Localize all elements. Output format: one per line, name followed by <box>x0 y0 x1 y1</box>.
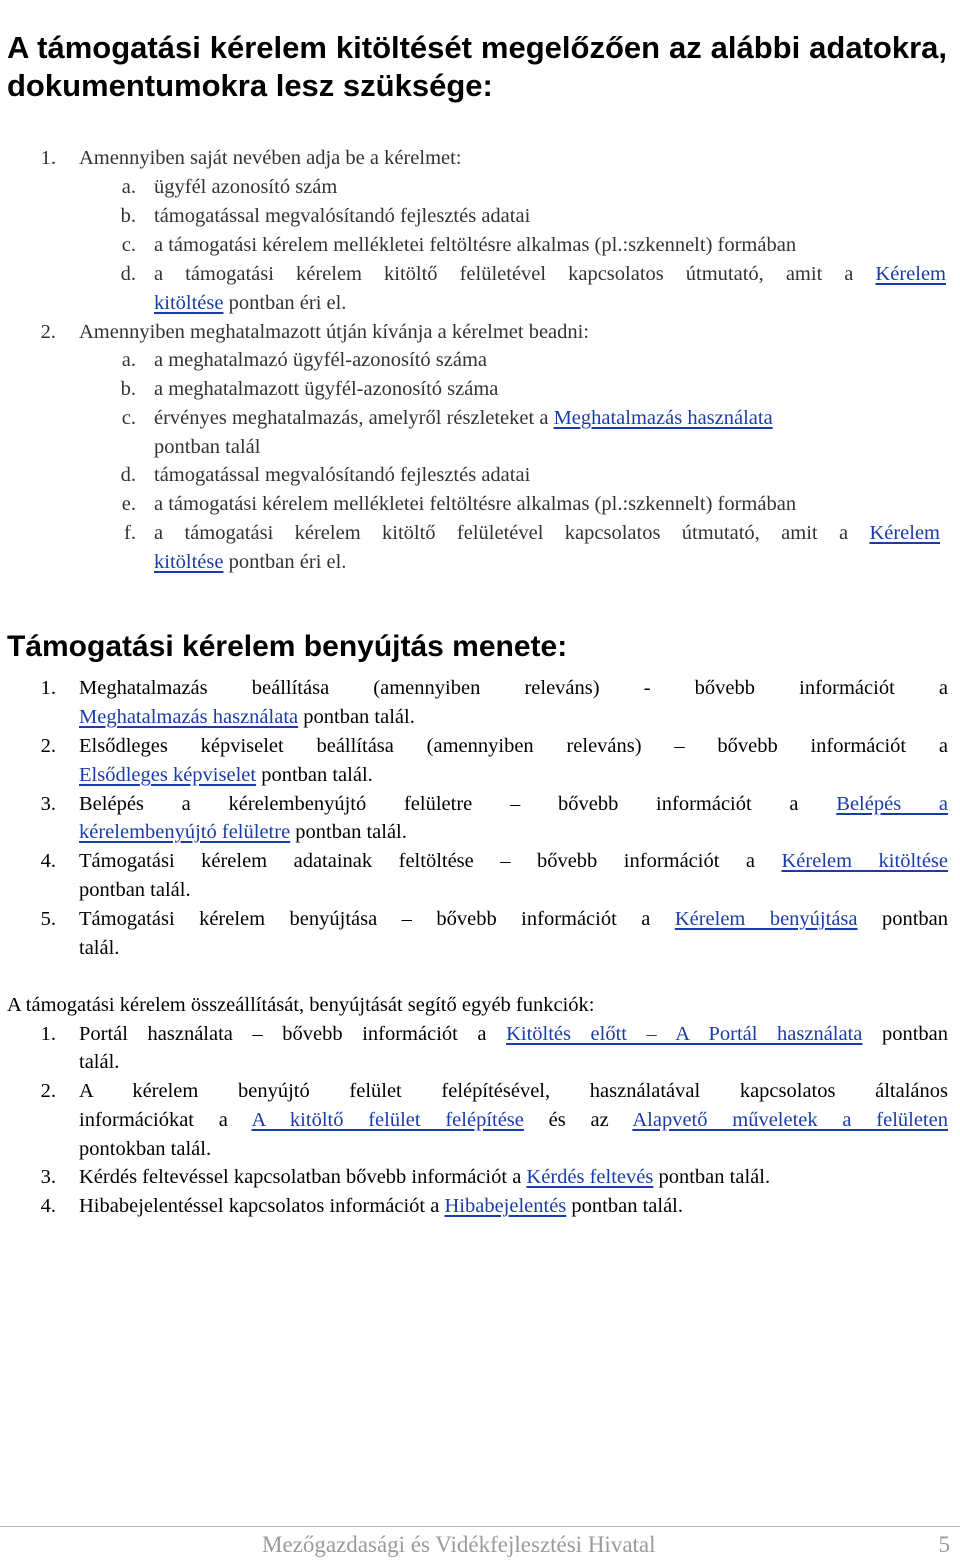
list-item-continuation: pontokban talál. <box>79 1138 212 1160</box>
list-item-continuation: információkat a A kitöltő felület felépítése és az Alapvető műveletek a felületen <box>79 1109 948 1131</box>
section-heading-prerequisites: A támogatási kérelem kitöltését megelőzően az alábbi adatokra, dokumentumokra lesz szüksége: <box>7 30 947 103</box>
list-item: 4. Támogatási kérelem adatainak feltöltése – bővebb információt a Kérelem kitöltése <box>40 850 949 872</box>
link-kerelem-kitoltese-3[interactable]: Kérelem kitöltése <box>781 850 949 872</box>
list-subitem-continuation: pontban talál <box>154 436 261 458</box>
list-item: 4. Hibabejelentéssel kapcsolatos információt a Hibabejelentés pontban talál. <box>40 1195 683 1217</box>
paragraph-other-functions: A támogatási kérelem összeállítását, benyújtását segítő egyéb funkciók: <box>7 994 595 1016</box>
link-alapveto-muveletek[interactable]: Alapvető műveletek a felületen <box>632 1109 948 1131</box>
link-belepes-kerelembenyujto-feluletre-cont[interactable]: kérelembenyújtó felületre <box>79 821 291 843</box>
list-item: 2. Elsődleges képviselet beállítása (amennyiben releváns) – bővebb információt a <box>40 735 948 757</box>
list-item: 1. Amennyiben saját nevében adja be a kérelmet: <box>40 147 462 169</box>
link-hibabejelentes[interactable]: Hibabejelentés <box>444 1195 567 1217</box>
list-subitem: b. a meghatalmazott ügyfél-azonosító száma <box>120 378 499 400</box>
list-item-continuation: pontban talál. <box>79 879 191 901</box>
list-item: 2. A kérelem benyújtó felület felépítésével, használatával kapcsolatos általános <box>40 1080 948 1102</box>
link-kerelem-kitoltese-2[interactable]: Kérelem <box>869 522 941 544</box>
link-kerelem-kitoltese[interactable]: Kérelem <box>875 263 946 285</box>
link-kerelem-kitoltese-2-cont[interactable]: kitöltése <box>154 551 224 573</box>
list-subitem-continuation: kitöltése pontban éri el. <box>154 292 347 314</box>
list-item-continuation: kérelembenyújtó felületre pontban talál. <box>79 821 407 843</box>
link-kerelem-kitoltese-cont[interactable]: kitöltése <box>154 292 224 314</box>
link-meghatalmazas-hasznalata-2[interactable]: Meghatalmazás használata <box>79 706 299 728</box>
list-subitem: a. ügyfél azonosító szám <box>121 176 338 198</box>
list-item: 2. Amennyiben meghatalmazott útján kívánja a kérelmet beadni: <box>40 321 590 343</box>
link-elsodleges-kepviselet[interactable]: Elsődleges képviselet <box>79 764 257 786</box>
link-kerelem-benyujtasa[interactable]: Kérelem benyújtása <box>674 908 858 930</box>
link-kitoltes-elott-portal-hasznalata[interactable]: Kitöltés előtt – A Portál használata <box>506 1023 863 1045</box>
list-item-continuation: Elsődleges képviselet pontban talál. <box>79 764 373 786</box>
section-heading-submission-steps: Támogatási kérelem benyújtás menete: <box>7 630 568 663</box>
list-item: 5. Támogatási kérelem benyújtása – bővebb információt a Kérelem benyújtása pontban <box>40 908 948 930</box>
link-belepes-kerelembenyujto-feluletre[interactable]: Belépés a <box>836 793 949 815</box>
list-item-continuation: talál. <box>79 1051 120 1073</box>
link-kerdes-felteves[interactable]: Kérdés feltevés <box>526 1166 654 1188</box>
list-subitem: f. a támogatási kérelem kitöltő felületével kapcsolatos útmutató, amit a Kérelem <box>124 522 941 544</box>
list-subitem: c. érvényes meghatalmazás, amelyről részleteket a Meghatalmazás használata <box>121 407 773 429</box>
list-subitem: a. a meghatalmazó ügyfél-azonosító száma <box>121 349 487 371</box>
list-subitem-continuation: kitöltése pontban éri el. <box>154 551 347 573</box>
list-item: 3. Kérdés feltevéssel kapcsolatban bővebb információt a Kérdés feltevés pontban talál. <box>40 1166 771 1188</box>
link-kitolto-felulet-felepitese[interactable]: A kitöltő felület felépítése <box>251 1109 524 1131</box>
list-subitem: e. a támogatási kérelem mellékletei feltöltésre alkalmas (pl.:szkennelt) formában <box>121 493 797 515</box>
list-subitem: c. a támogatási kérelem mellékletei feltöltésre alkalmas (pl.:szkennelt) formában <box>121 234 797 256</box>
footer-organization: Mezőgazdasági és Vidékfejlesztési Hivatal <box>262 1532 656 1557</box>
list-item: 1. Portál használata – bővebb információt a Kitöltés előtt – A Portál használata pontban <box>40 1023 949 1045</box>
list-subitem: d. támogatással megvalósítandó fejlesztés adatai <box>120 464 531 486</box>
list-subitem: b. támogatással megvalósítandó fejlesztés adatai <box>120 205 531 227</box>
list-item: 1. Meghatalmazás beállítása (amennyiben releváns) - bővebb információt a <box>40 677 948 699</box>
list-item-continuation: Meghatalmazás használata pontban talál. <box>79 706 415 728</box>
list-subitem: d. a támogatási kérelem kitöltő felületével kapcsolatos útmutató, amit a Kérelem <box>120 263 946 285</box>
page-number: 5 <box>938 1532 950 1557</box>
page-footer <box>0 1526 960 1561</box>
list-item: 3. Belépés a kérelembenyújtó felületre – bővebb információt a Belépés a <box>40 793 949 815</box>
link-meghatalmazas-hasznalata[interactable]: Meghatalmazás használata <box>553 407 773 429</box>
list-item-continuation: talál. <box>79 937 120 959</box>
